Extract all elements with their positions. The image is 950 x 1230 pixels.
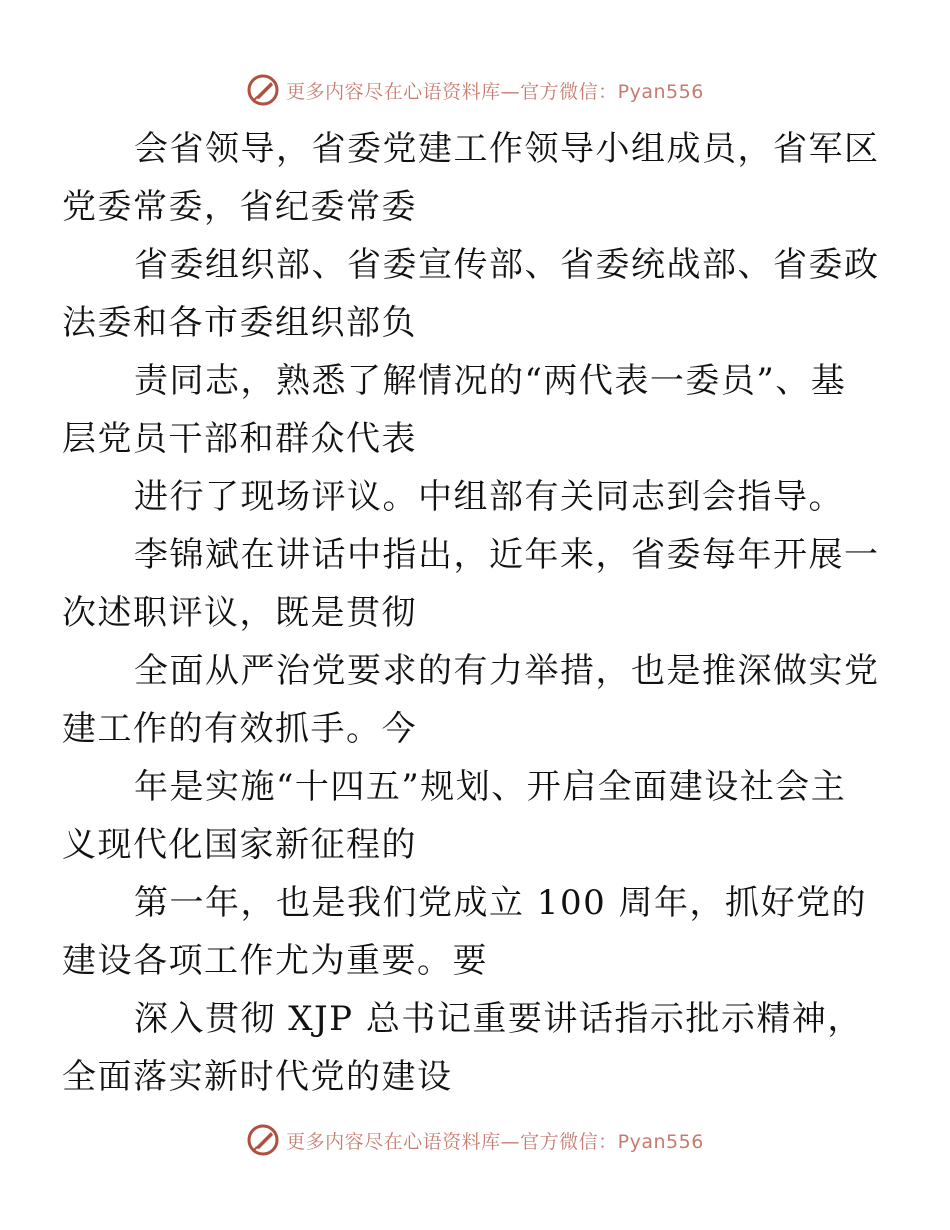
feather-seal-logo-icon bbox=[246, 73, 280, 107]
paragraph-line: 层党员干部和群众代表 bbox=[62, 419, 417, 459]
paragraph-line: 责同志，熟悉了解情况的“两代表一委员”、基 bbox=[134, 361, 847, 401]
feather-seal-logo-icon bbox=[246, 1123, 280, 1157]
watermark-text: 更多内容尽在心语资料库—官方微信：Pyan556 bbox=[286, 80, 704, 103]
paragraph bbox=[98, 468, 858, 526]
paragraph bbox=[62, 352, 858, 468]
footer-watermark bbox=[0, 1122, 950, 1158]
paragraph bbox=[62, 236, 880, 352]
paragraph-line: 义现代化国家新征程的 bbox=[62, 825, 417, 865]
paragraph-line: 法委和各市委组织部负 bbox=[62, 303, 417, 343]
paragraph bbox=[62, 526, 880, 642]
paragraph bbox=[62, 990, 863, 1106]
paragraph-line: 次述职评议，既是贯彻 bbox=[62, 593, 417, 633]
paragraph bbox=[62, 642, 880, 758]
paragraph-line: 党委常委，省纪委常委 bbox=[62, 187, 417, 227]
paragraph-line: 省委组织部、省委宣传部、省委统战部、省委政 bbox=[134, 245, 880, 285]
paragraph-line: 建设各项工作尤为重要。要 bbox=[62, 941, 488, 981]
paragraph-line: 建工作的有效抓手。今 bbox=[62, 709, 417, 749]
paragraph bbox=[62, 874, 868, 990]
paragraph-line: 全面落实新时代党的建设 bbox=[62, 1057, 453, 1097]
paragraph-line: 深入贯彻 XJP 总书记重要讲话指示批示精神， bbox=[134, 999, 863, 1039]
paragraph bbox=[62, 120, 880, 236]
paragraph-line: 第一年，也是我们党成立 100 周年，抓好党的 bbox=[134, 883, 868, 923]
paragraph-line: 李锦斌在讲话中指出，近年来，省委每年开展一 bbox=[134, 535, 880, 575]
paragraph-line: 进行了现场评议。中组部有关同志到会指导。 bbox=[134, 477, 844, 517]
watermark-text: 更多内容尽在心语资料库—官方微信：Pyan556 bbox=[286, 1130, 704, 1153]
paragraph-line: 全面从严治党要求的有力举措，也是推深做实党 bbox=[134, 651, 880, 691]
document-body bbox=[62, 120, 880, 1106]
header-watermark bbox=[0, 72, 950, 108]
paragraph-line: 会省领导，省委党建工作领导小组成员，省军区 bbox=[134, 129, 880, 169]
paragraph-line: 年是实施“十四五”规划、开启全面建设社会主 bbox=[134, 767, 847, 807]
paragraph bbox=[62, 758, 858, 874]
